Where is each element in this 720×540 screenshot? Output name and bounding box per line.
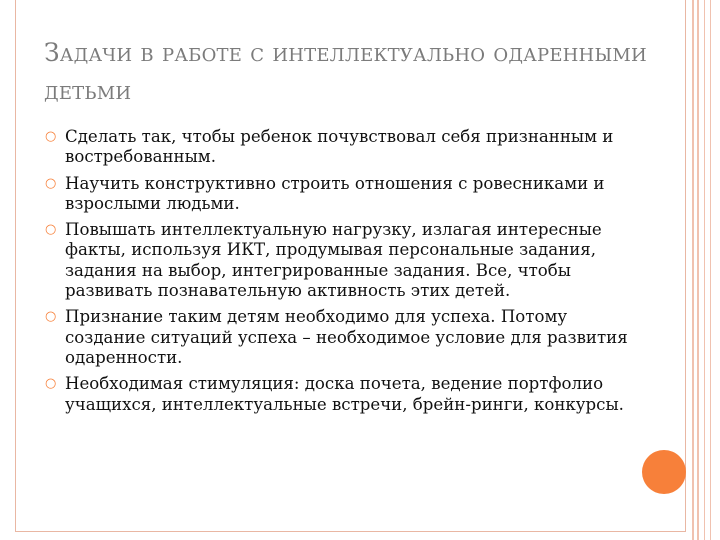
bullet-item — [45, 174, 635, 215]
decorative-stripe — [697, 0, 699, 540]
circle-bullet-icon: ○ — [45, 309, 57, 325]
bullet-text: Необходимая стимуляция: доска почета, ведение портфолио учащихся, интеллектуальные встречи, брейн-ринги, конкурсы. — [65, 374, 624, 414]
decorative-circle — [642, 450, 686, 494]
bullet-text: Научить конструктивно строить отношения с ровесниками и взрослыми людьми. — [65, 173, 605, 213]
bullet-item — [45, 127, 635, 168]
bullet-text: Признание таким детям необходимо для успеха. Потому создание ситуаций успеха – необходимое условие для развития одаренности. — [65, 307, 628, 367]
bullet-list — [45, 127, 635, 421]
bullet-text: Сделать так, чтобы ребенок почувствовал себя признанным и востребованным. — [65, 127, 614, 167]
circle-bullet-icon: ○ — [45, 376, 57, 392]
circle-bullet-icon: ○ — [45, 175, 57, 191]
bullet-text: Повышать интеллектуальную нагрузку, излагая интересные факты, используя ИКТ, продумывая персональные задания, задания на выбор, интегрированные задания. Все, чтобы развивать познавательную активность этих детей. — [65, 220, 602, 301]
decorative-stripe — [692, 0, 694, 540]
bullet-item — [45, 307, 635, 368]
slide-title: Задачи в работе с интеллектуально одаренными детьми — [44, 38, 647, 105]
decorative-stripe — [710, 0, 711, 540]
circle-bullet-icon: ○ — [45, 129, 57, 144]
bullet-item — [45, 220, 635, 301]
bullet-item — [45, 374, 635, 415]
circle-bullet-icon: ○ — [45, 222, 57, 238]
decorative-stripe — [704, 0, 705, 540]
